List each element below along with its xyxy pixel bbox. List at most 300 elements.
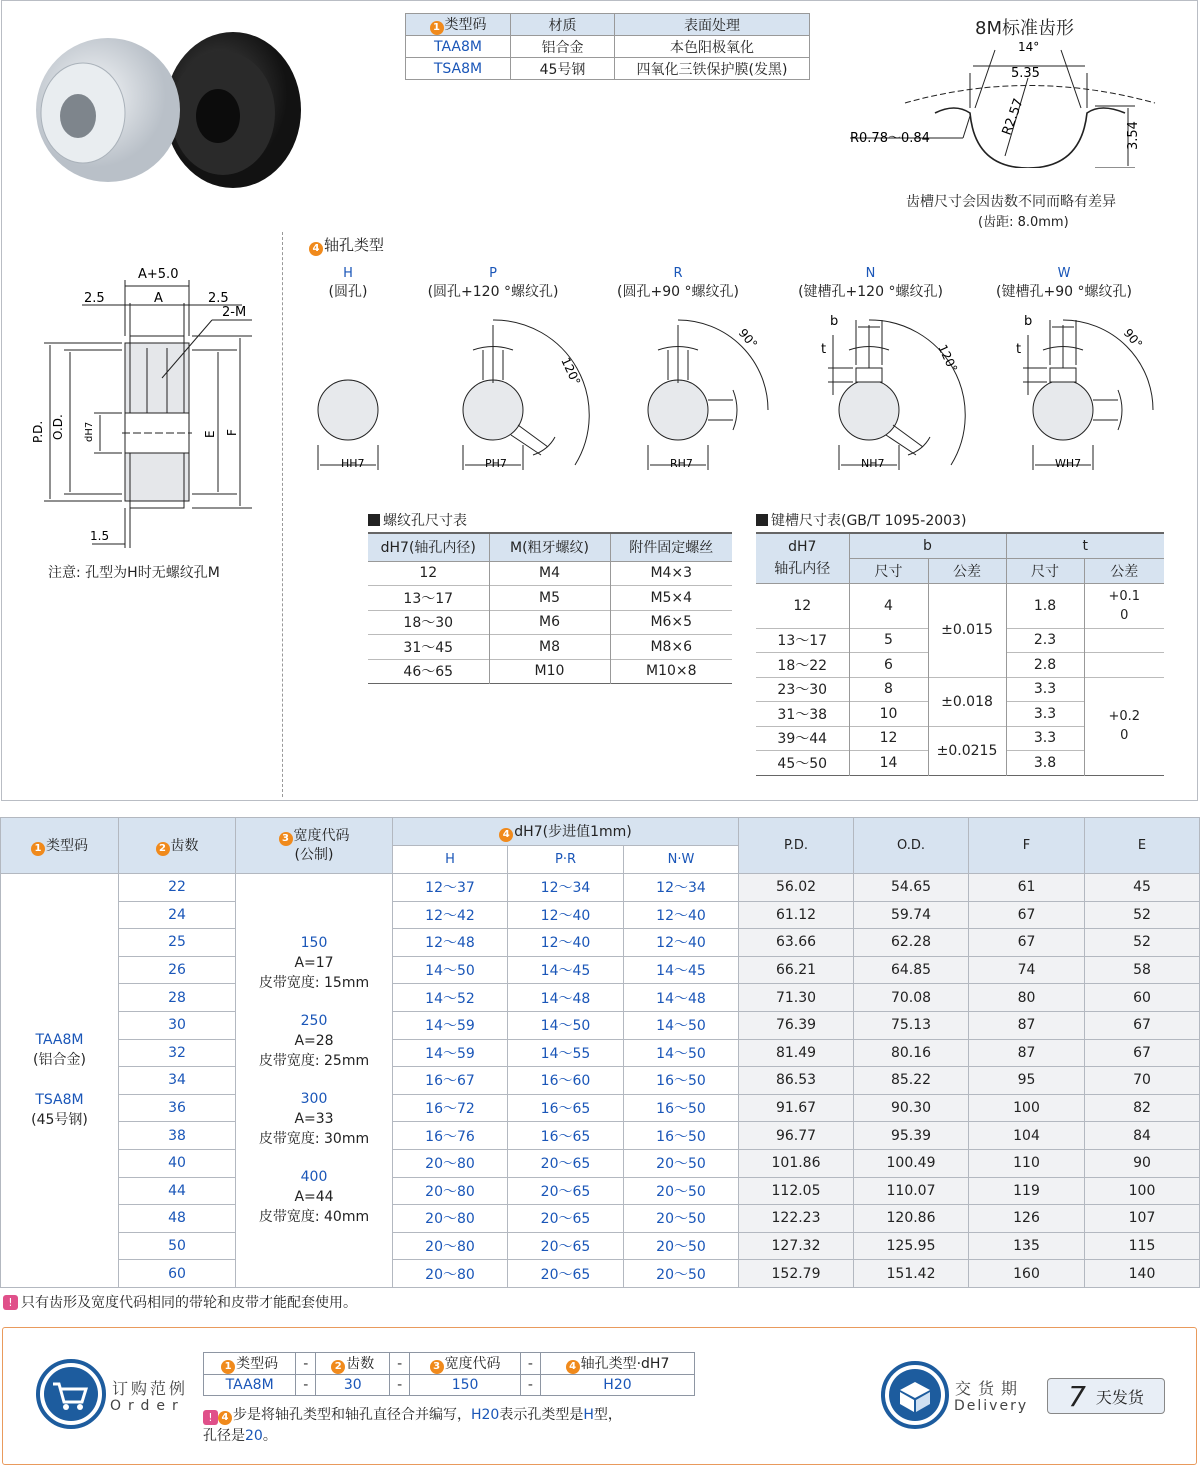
bore-range-cell: 12～37 [393,874,508,902]
dim-2m: 2-M [222,305,247,320]
order-value-bore: H20 [540,1375,694,1396]
material-cell: 铝合金 [511,36,615,58]
bore-range-cell: 16～60 [508,1067,624,1095]
order-dash: - [296,1375,316,1396]
warning-icon: ! [3,1295,18,1310]
dimension-cell: 110.07 [854,1177,969,1205]
main-header-type: 1 类型码 [1,818,119,874]
material-header-type: 1 类型码 [406,14,511,36]
dimension-cell: 67 [1085,1011,1200,1039]
teeth-cell: 40 [119,1149,236,1177]
dimension-cell: 67 [969,901,1085,929]
bore-range-cell: 14～55 [508,1039,624,1067]
order-label: 订购范例 [112,1379,189,1398]
dimension-cell: 107 [1085,1205,1200,1233]
product-photo [28,28,318,193]
bore-range-cell: 12～34 [624,874,739,902]
dim-right-flange: 2.5 [208,291,229,306]
compat-note: ! 只有齿形及宽度代码相同的带轮和皮带才能配套使用。 [3,1292,357,1312]
bore-angle-w: 90° [1120,325,1146,352]
screw-cell: M8 [489,635,610,660]
screw-cell: 18～30 [368,610,489,635]
teeth-cell: 28 [119,984,236,1012]
key-cell: 10 [849,702,928,727]
bore-range-cell: 12～40 [624,901,739,929]
order-value-type: TAA8M [204,1375,296,1396]
dimension-cell: 100.49 [854,1149,969,1177]
bore-range-cell: 20～65 [508,1177,624,1205]
teeth-cell: 50 [119,1232,236,1260]
bore-range-cell: 16～50 [624,1067,739,1095]
dimension-cell: 96.77 [739,1122,854,1150]
main-type-cell [1,874,119,1288]
label-od: O.D. [51,414,65,440]
bore-range-cell: 20～80 [393,1205,508,1233]
key-cell: 23～30 [756,677,849,702]
dimension-cell: 84 [1085,1122,1200,1150]
main-header-width: 3 宽度代码 (公制) [236,818,393,874]
material-cell: TSA8M [406,58,511,80]
key-header-t-size: 尺寸 [1006,558,1084,583]
bore-range-cell: 14～50 [508,1011,624,1039]
screw-table-title: 螺纹孔尺寸表 [368,510,467,530]
main-header-f: F [969,818,1085,874]
bore-range-cell: 20～80 [393,1177,508,1205]
teeth-cell: 24 [119,901,236,929]
bore-range-cell: 20～50 [624,1177,739,1205]
bore-dim-n: NH7 [861,457,885,470]
bore-range-cell: 14～59 [393,1011,508,1039]
key-cell: 39～44 [756,726,849,751]
screw-cell: M4 [489,561,610,586]
order-value-teeth: 30 [316,1375,390,1396]
dimension-cell: 61.12 [739,901,854,929]
teeth-cell: 60 [119,1260,236,1288]
bore-angle-n: 120° [935,342,961,375]
screw-cell: 13～17 [368,586,489,611]
dimension-cell: 87 [969,1011,1085,1039]
main-table-row [1,1067,1200,1095]
bore-dim-h: HH7 [341,457,365,470]
dimension-cell: 126 [969,1205,1085,1233]
bore-range-cell: 14～45 [508,956,624,984]
dimension-cell: 91.67 [739,1094,854,1122]
dimension-cell: 100 [1085,1177,1200,1205]
label-e: E [203,430,217,438]
type-code: TSA8M [35,1092,84,1109]
material-cell: TAA8M [406,36,511,58]
bore-range-cell: 20～50 [624,1149,739,1177]
teeth-cell: 38 [119,1122,236,1150]
bore-range-cell: 16～50 [624,1122,739,1150]
bore-range-cell: 20～65 [508,1205,624,1233]
bore-range-cell: 20～65 [508,1149,624,1177]
width-code: 250 [300,1013,328,1030]
dimension-cell: 90 [1085,1149,1200,1177]
bore-range-cell: 16～65 [508,1122,624,1150]
main-header-e: E [1085,818,1200,874]
key-cell: 45～50 [756,751,849,776]
dimension-cell: 80.16 [854,1039,969,1067]
key-cell: 1.8 [1006,583,1084,628]
dimension-cell: 135 [969,1232,1085,1260]
warning-icon: ! [203,1410,218,1425]
dimension-cell: 85.22 [854,1067,969,1095]
key-cell: 18～22 [756,653,849,678]
type-material: (45号钢) [31,1112,88,1129]
bore-range-cell: 12～48 [393,929,508,957]
bore-angle-r: 90° [735,325,761,352]
order-label-en: Order [110,1398,185,1414]
belt-width: 皮带宽度: 15mm [258,975,370,992]
dimension-cell: 52 [1085,901,1200,929]
screw-cell: 12 [368,561,489,586]
width-code: 300 [300,1091,328,1108]
material-header-material: 材质 [511,14,615,36]
bore-range-cell: 20～80 [393,1232,508,1260]
bore-range-cell: 20～80 [393,1260,508,1288]
main-table-row [1,1149,1200,1177]
label-f: F [225,429,239,436]
dimension-cell: 76.39 [739,1011,854,1039]
label-dh7: dH7 [84,421,95,442]
order-header-width: 3 宽度代码 [410,1353,521,1375]
side-view-note: 注意: 孔型为H时无螺纹孔M [48,565,220,581]
dimension-cell: 140 [1085,1260,1200,1288]
bore-range-cell: 14～50 [393,956,508,984]
key-header-b: b [849,533,1006,558]
bore-dim-p: PH7 [485,457,507,470]
dimension-cell: 62.28 [854,929,969,957]
bore-dim-r: RH7 [670,457,693,470]
bore-range-cell: 14～50 [624,1011,739,1039]
screw-header-bore: dH7(轴孔内径) [368,533,489,561]
bore-range-cell: 20～65 [508,1260,624,1288]
key-cell: 6 [849,653,928,678]
bore-range-cell: 16～72 [393,1094,508,1122]
label-b-w: b [1024,314,1033,329]
main-table-row [1,929,1200,957]
order-dash: - [296,1353,316,1375]
bore-range-cell: 14～45 [624,956,739,984]
dimension-cell: 81.49 [739,1039,854,1067]
label-t-w: t [1016,342,1022,357]
key-header-bore: dH7 轴孔内径 [756,533,849,583]
dimension-cell: 125.95 [854,1232,969,1260]
main-table-row [1,1260,1200,1288]
key-header-b-size: 尺寸 [849,558,928,583]
pulley-side-view [22,258,262,558]
bore-range-cell: 12～40 [508,929,624,957]
dimension-cell: 75.13 [854,1011,969,1039]
material-cell: 本色阳极氧化 [615,36,810,58]
dimension-cell: 152.79 [739,1260,854,1288]
bore-code-h: H [343,266,353,281]
main-table-row [1,901,1200,929]
bore-range-cell: 20～65 [508,1232,624,1260]
bore-range-cell: 14～52 [393,984,508,1012]
bore-range-cell: 14～48 [624,984,739,1012]
key-cell: 3.3 [1006,702,1084,727]
width-a: A=33 [294,1111,334,1128]
tooth-profile-title: 8M标准齿形 [975,18,1074,39]
bore-range-cell: 12～34 [508,874,624,902]
bore-desc-h: (圆孔) [328,284,368,300]
key-cell: 31～38 [756,702,849,727]
bore-range-cell: 12～40 [508,901,624,929]
belt-width: 皮带宽度: 30mm [258,1131,370,1148]
dimension-cell: 70.08 [854,984,969,1012]
main-header-nw: N·W [624,846,739,874]
key-cell: 2.3 [1006,628,1084,653]
key-header-b-tol: 公差 [928,558,1006,583]
key-cell: 3.3 [1006,726,1084,751]
screw-cell: M10×8 [645,663,697,680]
main-header-od: O.D. [854,818,969,874]
screw-header-thread: M(粗牙螺纹) [489,533,610,561]
dimension-cell: 112.05 [739,1177,854,1205]
teeth-cell: 22 [119,874,236,902]
delivery-label-en: Delivery [954,1398,1029,1414]
key-cell: 14 [849,751,928,776]
screw-cell: M8×6 [650,638,693,655]
bore-range-cell: 16～50 [624,1094,739,1122]
bore-range-cell: 12～40 [624,929,739,957]
bore-range-cell: 14～50 [624,1039,739,1067]
dimension-cell: 67 [1085,1039,1200,1067]
tooth-angle: 14° [1018,40,1040,54]
bore-range-cell: 14～48 [508,984,624,1012]
order-value-width: 150 [410,1375,521,1396]
dimension-cell: 64.85 [854,956,969,984]
screw-cell: M5×4 [650,589,693,606]
delivery-box-icon [880,1360,950,1430]
belt-width: 皮带宽度: 40mm [258,1209,370,1226]
type-material: (铝合金) [33,1052,86,1069]
order-example-table [203,1352,695,1396]
key-cell: 3.3 [1006,677,1084,702]
material-cell: 45号钢 [511,58,615,80]
bore-code-r: R [673,266,683,281]
bore-range-cell: 20～50 [624,1232,739,1260]
main-header-h: H [393,846,508,874]
order-header-bore: 4 轴孔类型·dH7 [540,1353,694,1375]
width-a: A=28 [294,1033,334,1050]
key-cell: 2.8 [1006,653,1084,678]
main-width-cell [236,874,393,1288]
dim-left-flange: 2.5 [84,291,105,306]
width-code: 400 [300,1169,328,1186]
material-cell: 四氧化三铁保护膜(发黑) [615,58,810,80]
main-table-row [1,1232,1200,1260]
screw-cell: 46～65 [368,659,489,684]
key-cell: 12 [756,583,849,628]
key-cell: 8 [849,677,928,702]
teeth-cell: 26 [119,956,236,984]
bore-range-cell: 20～50 [624,1205,739,1233]
screw-header-screw: 附件固定螺丝 [610,533,732,561]
teeth-cell: 30 [119,1011,236,1039]
key-cell: ±0.018 [928,677,1006,726]
dimension-cell: 160 [969,1260,1085,1288]
tooth-pitch: (齿距: 8.0mm) [978,215,1069,230]
order-dash: - [520,1375,540,1396]
main-table-row [1,1039,1200,1067]
dimension-cell: 66.21 [739,956,854,984]
tooth-depth: 3.54 [1126,121,1141,150]
main-spec-table [0,817,1200,1288]
main-header-pr: P·R [508,846,624,874]
main-table-row [1,1205,1200,1233]
main-header-dh7: 4 dH7(步进值1mm) [393,818,739,846]
teeth-cell: 44 [119,1177,236,1205]
tooth-root-radius: R0.78～0.84 [850,131,930,146]
bore-type-diagrams [283,305,1183,485]
dimension-cell: 61 [969,874,1085,902]
main-table-row [1,956,1200,984]
teeth-cell: 34 [119,1067,236,1095]
dimension-cell: 119 [969,1177,1085,1205]
width-a: A=44 [294,1189,334,1206]
screw-cell: M6×5 [650,614,693,631]
main-header-teeth: 2 齿数 [119,818,236,874]
order-dash: - [520,1353,540,1375]
dimension-cell: 74 [969,956,1085,984]
width-a: A=17 [294,955,334,972]
dimension-cell: 127.32 [739,1232,854,1260]
dimension-cell: 60 [1085,984,1200,1012]
dimension-cell: 122.23 [739,1205,854,1233]
dimension-cell: 120.86 [854,1205,969,1233]
dimension-cell: 71.30 [739,984,854,1012]
order-header-type: 1 类型码 [204,1353,296,1375]
screw-cell: 31～45 [368,635,489,660]
dimension-cell: 95 [969,1067,1085,1095]
screw-cell: M4×3 [650,565,693,582]
teeth-cell: 36 [119,1094,236,1122]
order-dash: - [390,1375,410,1396]
bore-desc-r: (圆孔+90 °螺纹孔) [617,284,739,300]
dimension-cell: 70 [1085,1067,1200,1095]
type-code: TAA8M [35,1032,84,1049]
dimension-cell: 100 [969,1094,1085,1122]
dimension-cell: 52 [1085,929,1200,957]
order-dash: - [390,1353,410,1375]
main-table-row [1,984,1200,1012]
key-cell: +0.1 0 [1108,588,1141,623]
dimension-cell: 151.42 [854,1260,969,1288]
main-table-row [1,1011,1200,1039]
delivery-badge [1047,1378,1165,1414]
bore-range-cell: 16～67 [393,1067,508,1095]
bore-desc-p: (圆孔+120 °螺纹孔) [427,284,559,300]
bore-angle-p: 120° [558,355,584,388]
bore-dim-w: WH7 [1055,457,1082,470]
dimension-cell: 110 [969,1149,1085,1177]
key-header-t: t [1006,533,1164,558]
key-cell: 5 [849,628,928,653]
tooth-width: 5.35 [1011,66,1040,81]
width-code: 150 [300,935,328,952]
main-table-row [1,1122,1200,1150]
label-pd: P.D. [31,420,45,443]
screw-cell: M6 [489,610,610,635]
bore-range-cell: 14～59 [393,1039,508,1067]
label-t-n: t [821,342,827,357]
bore-range-cell: 16～65 [508,1094,624,1122]
bore-code-w: W [1057,266,1071,281]
screw-table [368,532,732,684]
key-cell: +0.2 0 [1108,709,1141,743]
dimension-cell: 54.65 [854,874,969,902]
dimension-cell: 101.86 [739,1149,854,1177]
key-cell: 12 [849,726,928,751]
order-header-teeth: 2 齿数 [316,1353,390,1375]
bore-range-cell: 20～50 [624,1260,739,1288]
bore-range-cell: 12～42 [393,901,508,929]
screw-cell: M5 [489,586,610,611]
key-table-title: 键槽尺寸表(GB/T 1095-2003) [756,510,966,530]
key-table [756,532,1164,776]
dimension-cell: 95.39 [854,1122,969,1150]
key-cell: ±0.0215 [928,726,1006,775]
bore-code-p: P [489,266,497,281]
dimension-cell: 80 [969,984,1085,1012]
bore-range-cell: 16～76 [393,1122,508,1150]
teeth-cell: 48 [119,1205,236,1233]
delivery-days: 7 [1068,1379,1086,1413]
cart-icon [35,1358,107,1430]
tooth-radius: R2.57 [999,96,1027,138]
dimension-cell: 45 [1085,874,1200,902]
screw-cell: M10 [489,659,610,684]
dimension-cell: 67 [969,929,1085,957]
bore-range-cell: 20～80 [393,1149,508,1177]
tooth-note: 齿槽尺寸会因齿数不同而略有差异 [906,194,1116,210]
main-table-body [1,874,1200,1288]
material-header-finish: 表面处理 [615,14,810,36]
dimension-cell: 82 [1085,1094,1200,1122]
dimension-cell: 63.66 [739,929,854,957]
main-header-pd: P.D. [739,818,854,874]
key-cell: ±0.015 [928,583,1006,677]
dimension-cell: 56.02 [739,874,854,902]
key-cell: 4 [849,583,928,628]
main-table-row [1,1094,1200,1122]
dimension-cell: 87 [969,1039,1085,1067]
teeth-cell: 32 [119,1039,236,1067]
material-table [405,13,810,80]
order-note: ! 4 步是将轴孔类型和轴孔直径合并编写，H20表示孔类型是H型， 孔径是20。 [203,1407,622,1444]
belt-width: 皮带宽度: 25mm [258,1053,370,1070]
dim-1-5: 1.5 [90,529,110,543]
teeth-cell: 25 [119,929,236,957]
bore-desc-n: (键槽孔+120 °螺纹孔) [798,284,943,300]
key-cell: 3.8 [1006,751,1084,776]
bore-types-title: 4 轴孔类型 [309,234,384,256]
bore-desc-w: (键槽孔+90 °螺纹孔) [996,284,1132,300]
dimension-cell: 86.53 [739,1067,854,1095]
bore-code-n: N [865,266,876,281]
dimension-cell: 115 [1085,1232,1200,1260]
dimension-cell: 90.30 [854,1094,969,1122]
key-cell: 13～17 [756,628,849,653]
label-b-n: b [830,314,839,329]
dim-a: A [154,291,163,306]
main-table-row [1,874,1200,902]
delivery-label: 交货期 [955,1379,1025,1398]
dimension-cell: 59.74 [854,901,969,929]
